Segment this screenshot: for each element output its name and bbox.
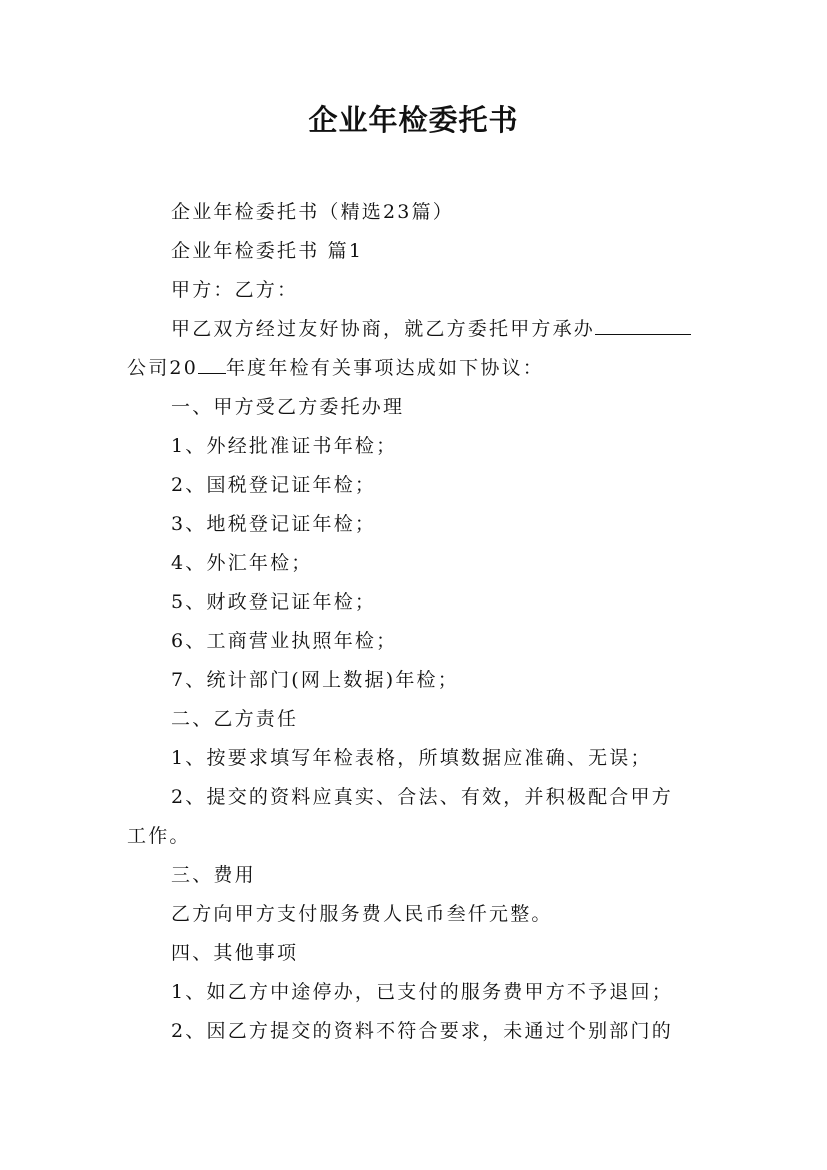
agreement-intro-text: 甲乙双方经过友好协商，就乙方委托甲方承办 bbox=[171, 318, 596, 340]
year-blank bbox=[198, 353, 226, 374]
fee-text: 乙方向甲方支付服务费人民币叁仟元整。 bbox=[171, 903, 553, 925]
section1-item-3: 3、地税登记证年检； bbox=[171, 513, 377, 535]
agreement-intro-line-2 bbox=[127, 349, 705, 388]
agreement-intro-line-1 bbox=[127, 310, 705, 349]
agreement-intro-rest: 年度年检有关事项达成如下协议： bbox=[225, 357, 544, 379]
section2-item-2-line-2: 工作。 bbox=[127, 825, 191, 847]
company-name-blank bbox=[595, 314, 691, 335]
section1-item-4: 4、外汇年检； bbox=[171, 552, 313, 574]
section4-item-2: 2、因乙方提交的资料不符合要求，未通过个别部门的 bbox=[171, 1020, 673, 1042]
section2-item-2-line-1: 2、提交的资料应真实、合法、有效，并积极配合甲方 bbox=[171, 786, 673, 808]
section1-item-6: 6、工商营业执照年检； bbox=[171, 630, 398, 652]
section1-item-1: 1、外经批准证书年检； bbox=[171, 435, 398, 457]
document-title: 企业年检委托书 bbox=[308, 103, 519, 137]
section2-heading: 二、乙方责任 bbox=[171, 708, 299, 730]
section1-item-5: 5、财政登记证年检； bbox=[171, 591, 377, 613]
section3-heading: 三、费用 bbox=[171, 864, 256, 886]
section1-item-7: 7、统计部门(网上数据)年检； bbox=[171, 669, 459, 691]
subtitle-line: 企业年检委托书（精选23篇） bbox=[171, 201, 454, 223]
document-body bbox=[127, 193, 705, 1051]
agreement-intro-company: 公司20 bbox=[127, 357, 198, 379]
section4-heading: 四、其他事项 bbox=[171, 942, 299, 964]
parties-line: 甲方：乙方： bbox=[171, 279, 299, 301]
section1-heading: 一、甲方受乙方委托办理 bbox=[171, 396, 405, 418]
section4-item-1: 1、如乙方中途停办，已支付的服务费甲方不予退回； bbox=[171, 981, 673, 1003]
chapter-heading: 企业年检委托书 篇1 bbox=[171, 240, 364, 262]
section1-item-2: 2、国税登记证年检； bbox=[171, 474, 377, 496]
section2-item-1: 1、按要求填写年检表格，所填数据应准确、无误； bbox=[171, 747, 652, 769]
